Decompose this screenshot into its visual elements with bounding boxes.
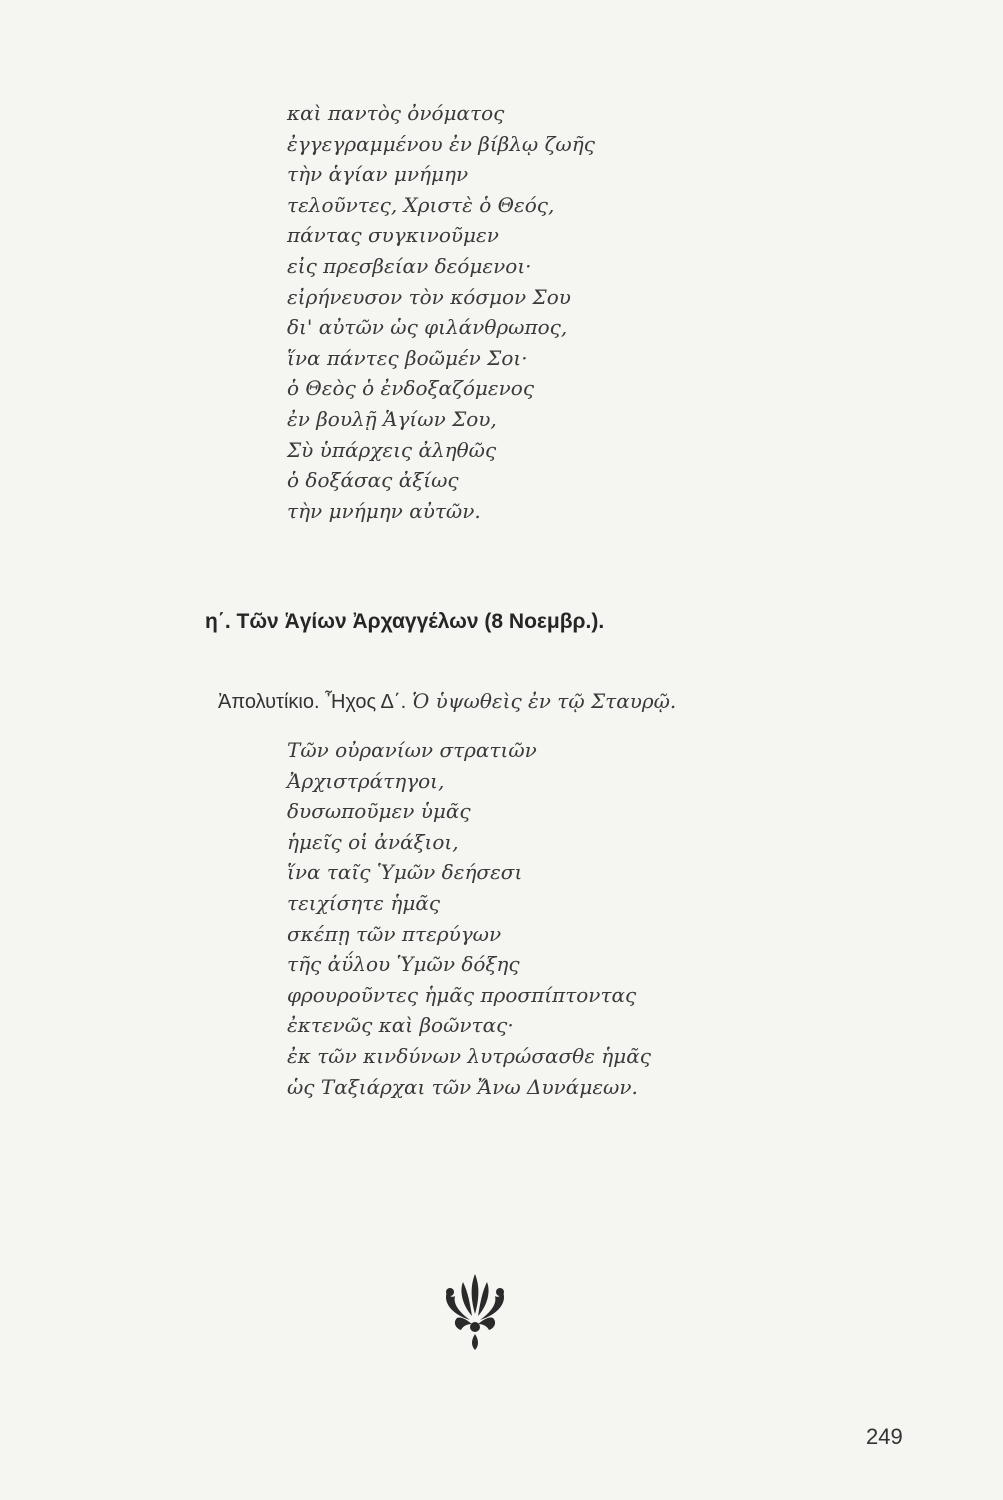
- verse-line: ἐκτενῶς καὶ βοῶντας·: [287, 1013, 514, 1038]
- verse-block-bottom: [287, 735, 937, 1102]
- verse-line: εἰρήνευσον τὸν κόσμον Σου: [287, 284, 571, 309]
- verse-line: ἵνα πάντες βοῶμέν Σοι·: [287, 345, 528, 370]
- verse-line: ἐν βουλῇ Ἁγίων Σου,: [287, 406, 497, 431]
- verse-line: τὴν ἁγίαν μνήμην: [287, 162, 469, 187]
- verse-line: Σὺ ὑπάρχεις ἀληθῶς: [287, 437, 497, 462]
- verse-line: τελοῦντες, Χριστὲ ὁ Θεός,: [287, 192, 555, 217]
- verse-line: ὁ δοξάσας ἀξίως: [287, 468, 459, 493]
- page-number: 249: [866, 1424, 903, 1449]
- apolytikion-label: Ἀπολυτίκιο. Ἦχος Δ΄.: [218, 691, 407, 713]
- verse-line: ἵνα ταῖς Ὑμῶν δεήσεσι: [287, 860, 523, 885]
- verse-line: ἐκ τῶν κινδύνων λυτρώσασθε ἡμᾶς: [287, 1043, 651, 1068]
- verse-line: Τῶν οὐρανίων στρατιῶν: [287, 738, 537, 762]
- verse-line: ἐγγεγραμμένου ἐν βίβλῳ ζωῆς: [287, 131, 595, 156]
- verse-line: τειχίσητε ἡμᾶς: [287, 890, 441, 915]
- verse-line: πάντας συγκινοῦμεν: [287, 223, 499, 248]
- verse-line: φρουροῦντες ἡμᾶς προσπίπτοντας: [287, 982, 637, 1007]
- verse-block-top: [287, 98, 887, 526]
- verse-line: ὁ Θεὸς ὁ ἐνδοξαζόμενος: [287, 376, 535, 401]
- verse-line: ὡς Ταξιάρχαι τῶν Ἄνω Δυνάμεων.: [287, 1074, 638, 1099]
- verse-line: σκέπῃ τῶν πτερύγων: [287, 921, 502, 946]
- verse-line: ἡμεῖς οἱ ἀνάξιοι,: [287, 829, 459, 854]
- section-heading: η΄. Τῶν Ἁγίων Ἀρχαγγέλων (8 Νοεμβρ.).: [205, 610, 605, 633]
- verse-line: τὴν μνήμην αὐτῶν.: [287, 498, 481, 523]
- apolytikion-incipit: Ὁ ὑψωθεὶς ἐν τῷ Σταυρῷ.: [412, 689, 677, 713]
- verse-line: τῆς ἀΰλου Ὑμῶν δόξης: [287, 952, 520, 977]
- fleur-ornament-icon: [441, 1270, 509, 1354]
- verse-line: δυσωποῦμεν ὑμᾶς: [287, 799, 471, 824]
- verse-line: εἰς πρεσβείαν δεόμενοι·: [287, 253, 532, 278]
- verse-line: καὶ παντὸς ὀνόματος: [287, 101, 505, 125]
- verse-line: Ἀρχιστράτηγοι,: [287, 768, 445, 793]
- apolytikion-line: [218, 689, 676, 714]
- verse-line: δι' αὐτῶν ὡς φιλάνθρωπος,: [287, 315, 568, 340]
